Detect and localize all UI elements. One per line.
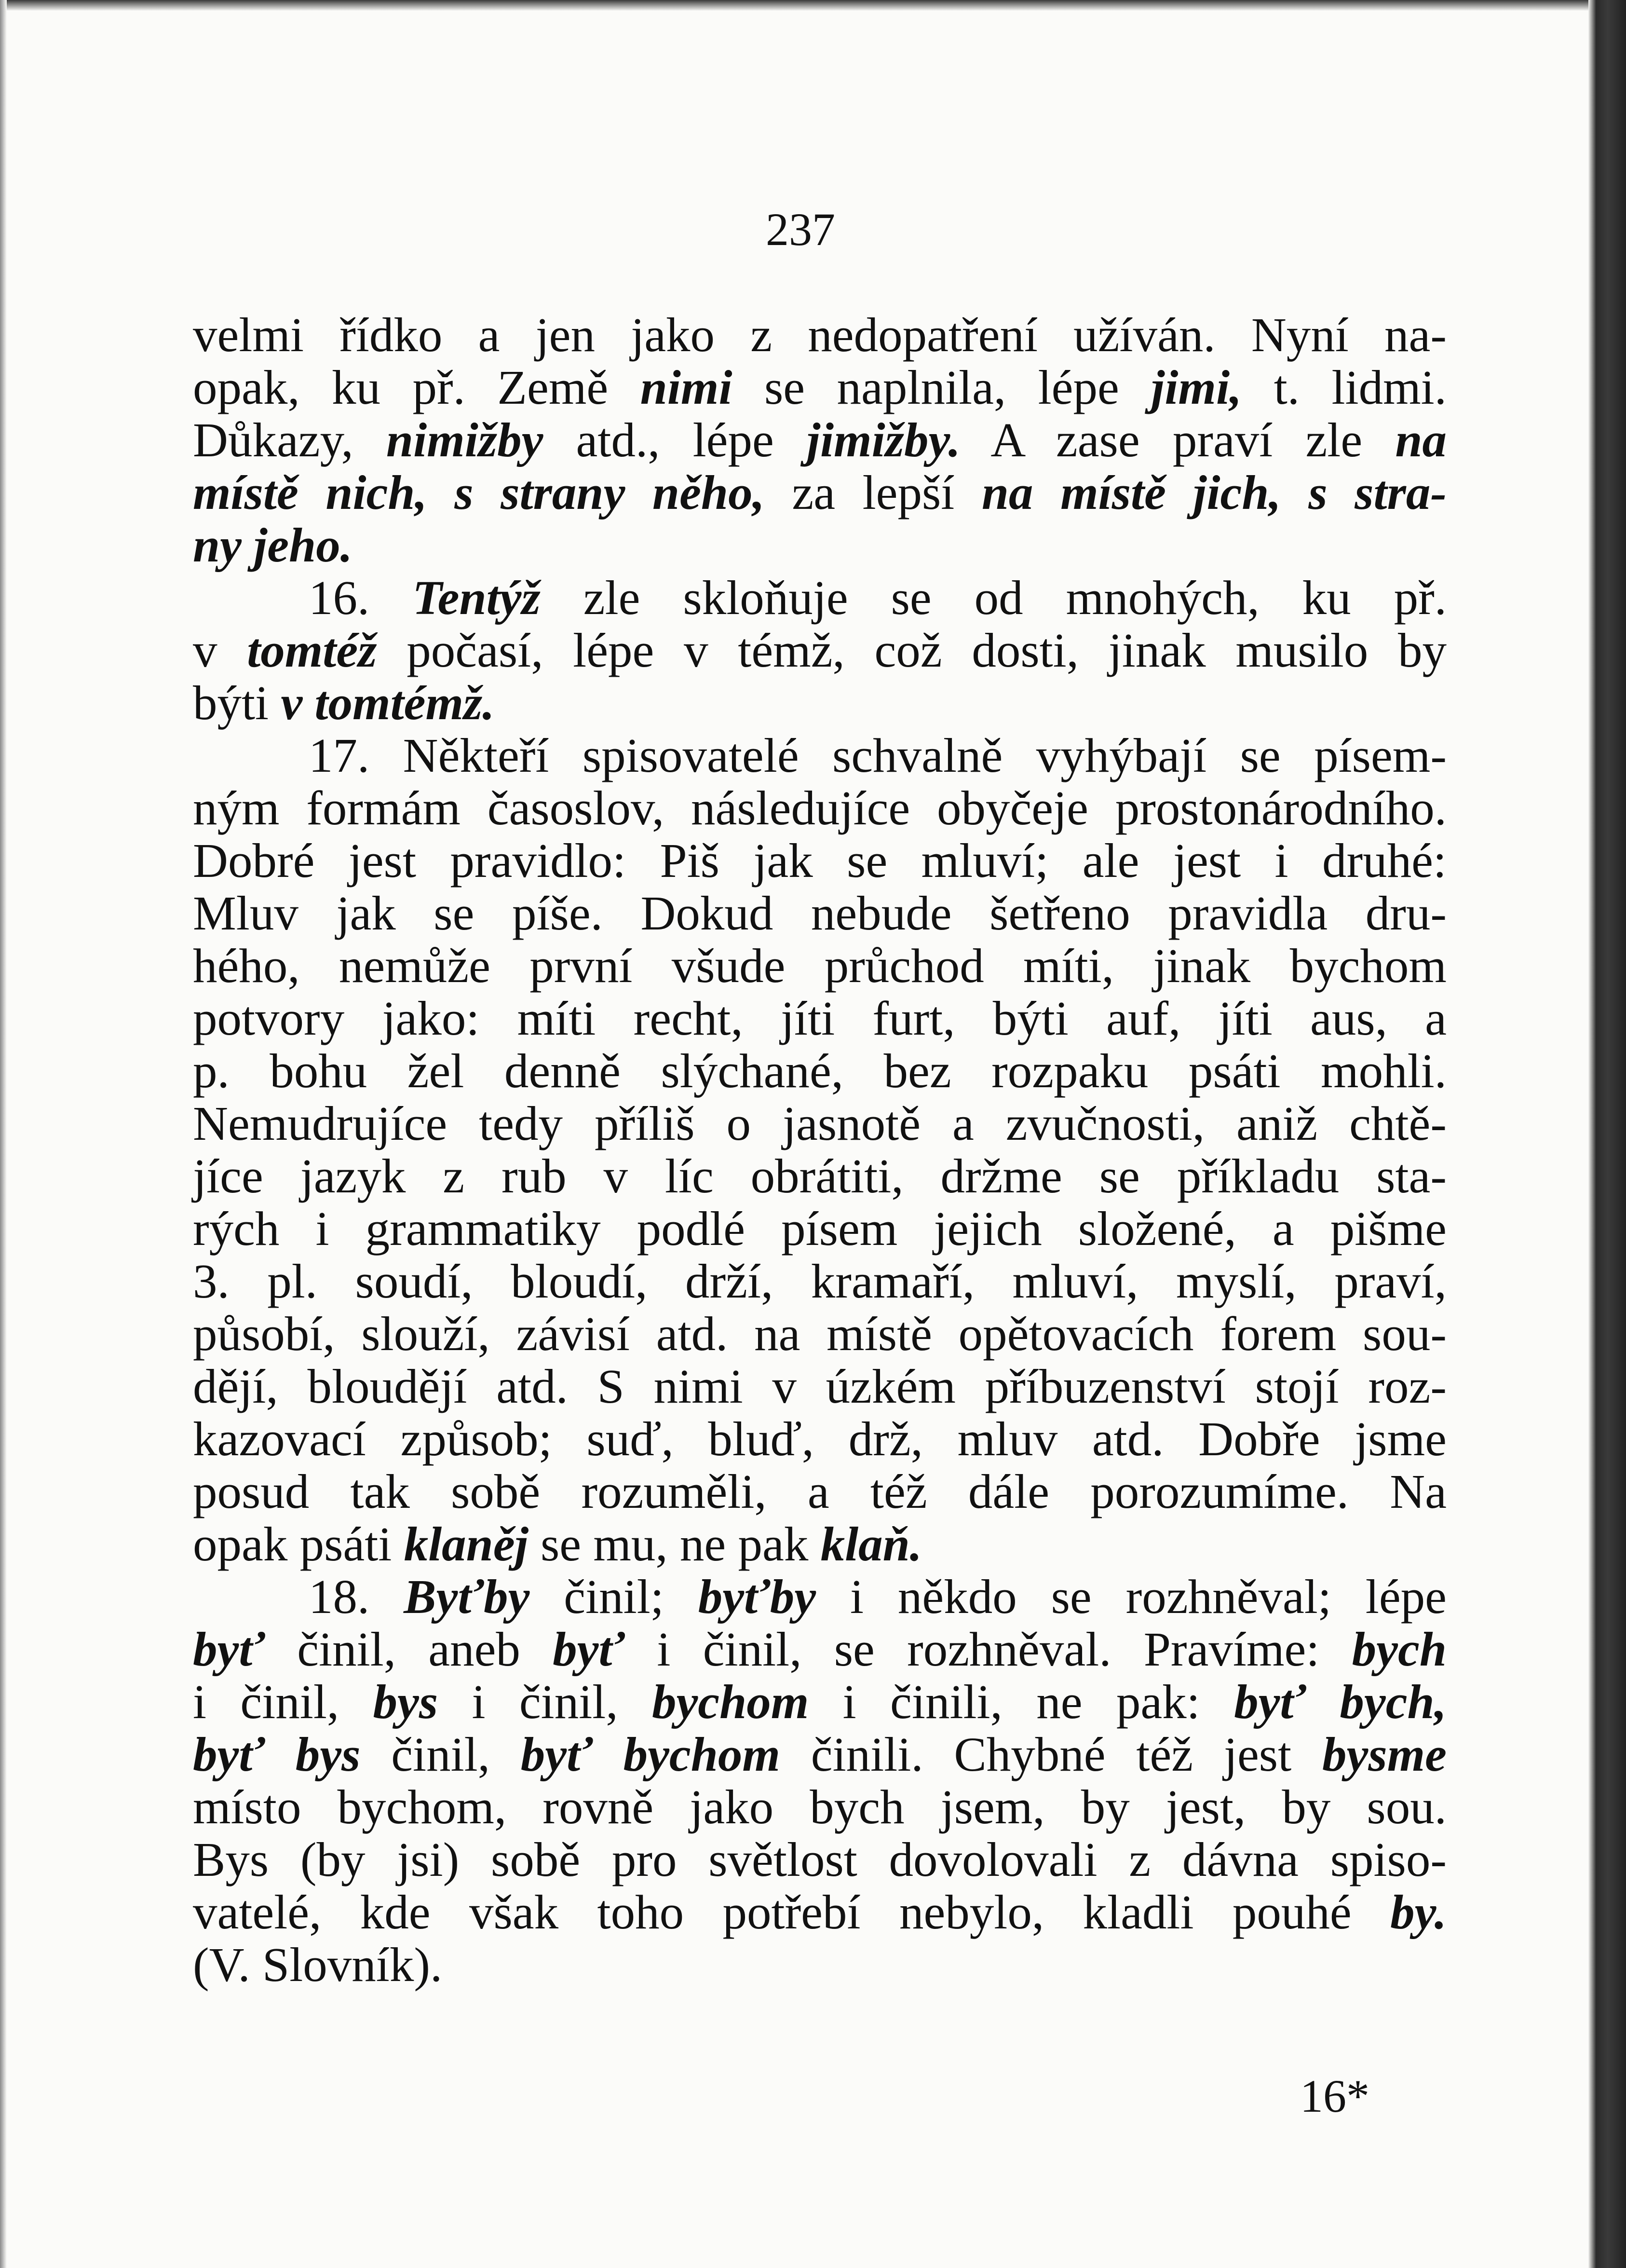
text-line (193, 1728, 1447, 1781)
text-line (193, 1360, 1447, 1413)
text-run: posud tak sobě rozuměli, a též dále porozumíme. Na (193, 1464, 1447, 1518)
italic-word: místě nich, (193, 465, 427, 519)
text-line (193, 1518, 1447, 1571)
text-run: Důkazy, (193, 413, 386, 467)
text-line (193, 624, 1447, 677)
text-line (193, 572, 1447, 624)
text-run: kazovací způsob; suď, bluď, drž, mluv atd. Dobře jsme (193, 1412, 1447, 1466)
italic-word: nimižby (386, 413, 543, 467)
page-edge-top (0, 0, 1626, 11)
italic-word: bysme (1322, 1727, 1447, 1781)
italic-word: s strany něho, (454, 465, 765, 519)
text-run: počasí, lépe v témž, což dosti, jinak musilo by (377, 623, 1447, 677)
text-line (193, 1465, 1447, 1518)
italic-word: na (1395, 413, 1447, 467)
text-line (193, 1571, 1447, 1623)
italic-word: bych (1352, 1622, 1447, 1676)
text-line (193, 1202, 1447, 1255)
text-run: místo bychom, rovně jako bych jsem, by jest, by sou. (193, 1780, 1447, 1834)
text-run: vatelé, kde však toho potřebí nebylo, kladli pouhé (193, 1885, 1391, 1939)
text-line (193, 1045, 1447, 1097)
text-run: 18. (309, 1570, 404, 1624)
text-run: činili. Chybné též jest (780, 1727, 1322, 1781)
text-run: Bys (by jsi) sobě pro světlost dovolovali z dávna spiso- (193, 1832, 1447, 1886)
page-edge-left (0, 0, 7, 2268)
text-run: rých i grammatiky podlé písem jejich složené, a pišme (193, 1202, 1447, 1256)
text-line (193, 940, 1447, 992)
text-run: činil, (360, 1727, 521, 1781)
italic-word: byť bys (193, 1727, 361, 1781)
text-line (193, 1886, 1447, 1939)
italic-word: jimižby. (806, 413, 961, 467)
italic-word: by. (1390, 1885, 1447, 1939)
text-line (193, 1781, 1447, 1833)
italic-word: byťby (698, 1570, 816, 1624)
italic-word: jimi, (1151, 360, 1242, 414)
italic-word: v tomtémž. (281, 676, 495, 730)
text-run: Dobré jest pravidlo: Piš jak se mluví; ale jest i druhé: (193, 833, 1447, 888)
page-number: 237 (766, 204, 835, 255)
text-run (1281, 465, 1309, 519)
italic-word: byť (553, 1622, 625, 1676)
text-run: Mluv jak se píše. Dokud nebude šetřeno pravidla dru- (193, 886, 1447, 940)
text-run: Nemudrujíce tedy příliš o jasnotě a zvučnosti, aniž chtě- (193, 1096, 1447, 1150)
italic-word: na místě jich, (981, 465, 1281, 519)
italic-word: klaněj (404, 1517, 528, 1571)
italic-word: byť bychom (520, 1727, 780, 1781)
text-run: opak psáti (193, 1517, 404, 1571)
italic-word: Tentýž (412, 571, 541, 625)
text-line (193, 1097, 1447, 1150)
italic-word: byť (193, 1622, 265, 1676)
italic-word: s stra- (1308, 465, 1447, 519)
text-run: i činil, (193, 1675, 373, 1729)
signature-mark: 16* (1300, 2070, 1369, 2122)
text-line (193, 887, 1447, 940)
text-run: býti (193, 676, 281, 730)
text-run: opak, ku př. Země (193, 360, 640, 414)
text-line (193, 1623, 1447, 1676)
text-line (193, 729, 1447, 782)
text-run: t. lidmi. (1242, 360, 1447, 414)
text-run: činil; (529, 1570, 698, 1624)
text-run: se mu, ne pak (528, 1517, 821, 1571)
text-run: ným formám časoslov, následujíce obyčeje prostonárodního. (193, 781, 1447, 835)
italic-word: bychom (651, 1675, 809, 1729)
text-run: 16. (309, 571, 413, 625)
text-run: (V. Slovník). (193, 1938, 443, 1992)
text-line (193, 361, 1447, 414)
text-run: 3. pl. soudí, bloudí, drží, kramaří, mluví, myslí, praví, (193, 1254, 1447, 1308)
text-line (193, 1150, 1447, 1202)
text-run: i činili, ne pak: (809, 1675, 1234, 1729)
text-run: za lepší (764, 465, 982, 519)
book-binding-edge (1588, 0, 1626, 2268)
text-line (193, 1413, 1447, 1465)
text-line (193, 1833, 1447, 1886)
text-line (193, 677, 1447, 729)
text-line (193, 1308, 1447, 1360)
text-run: hého, nemůže první všude průchod míti, jinak bychom (193, 939, 1447, 993)
text-run: A zase praví zle (960, 413, 1396, 467)
italic-word: tomtéž (247, 623, 377, 677)
text-line (193, 519, 1447, 572)
italic-word: klaň. (820, 1517, 922, 1571)
text-line (193, 1676, 1447, 1728)
body-text (193, 309, 1447, 1991)
text-run: potvory jako: míti recht, jíti furt, býti auf, jíti aus, a (193, 991, 1447, 1045)
text-run: dějí, bloudějí atd. S nimi v úzkém příbuzenství stojí roz- (193, 1359, 1447, 1413)
text-run: zle skloňuje se od mnohých, ku př. (540, 571, 1447, 625)
text-line (193, 466, 1447, 519)
text-line (193, 1255, 1447, 1308)
text-run: i činil, se rozhněval. Pravíme: (624, 1622, 1352, 1676)
text-run: činil, aneb (265, 1622, 553, 1676)
text-run: 17. Někteří spisovatelé schvalně vyhýbají se písem- (309, 728, 1447, 782)
text-run (427, 465, 455, 519)
italic-word: ny jeho. (193, 518, 353, 572)
text-line (193, 1939, 1447, 1991)
text-line (193, 414, 1447, 466)
text-run: v (193, 623, 247, 677)
italic-word: bys (373, 1675, 438, 1729)
italic-word: Byťby (404, 1570, 530, 1624)
text-line (193, 782, 1447, 834)
text-run: jíce jazyk z rub v líc obrátiti, držme se příkladu sta- (193, 1149, 1447, 1203)
text-run: i činil, (438, 1675, 652, 1729)
italic-word: byť bych, (1234, 1675, 1447, 1729)
italic-word: nimi (640, 360, 732, 414)
text-run: působí, slouží, závisí atd. na místě opětovacích forem sou- (193, 1307, 1447, 1361)
text-line (193, 992, 1447, 1045)
text-line (193, 834, 1447, 887)
text-run: atd., lépe (543, 413, 807, 467)
text-run: i někdo se rozhněval; lépe (816, 1570, 1447, 1624)
text-run: se naplnila, lépe (732, 360, 1152, 414)
text-run: p. bohu žel denně slýchané, bez rozpaku psáti mohli. (193, 1044, 1447, 1098)
text-line (193, 309, 1447, 361)
text-run: velmi řídko a jen jako z nedopatření užíván. Nyní na- (193, 308, 1447, 362)
